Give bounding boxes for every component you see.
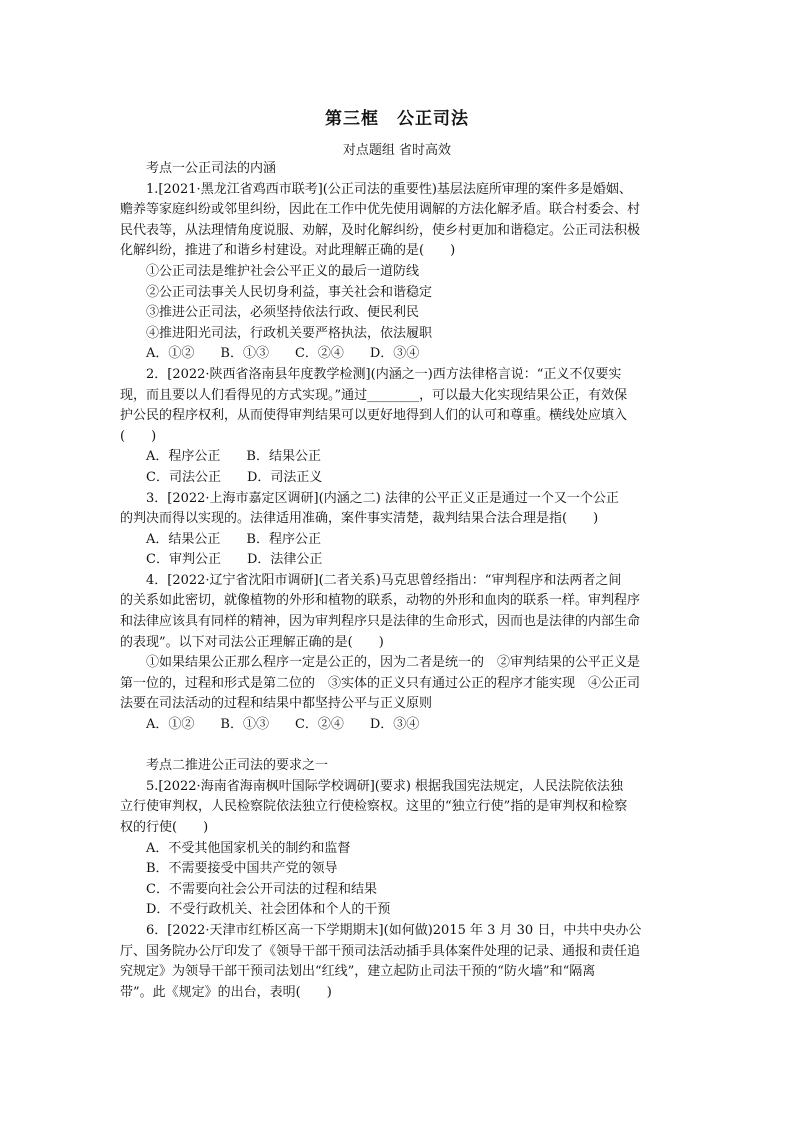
question-text-line: ( )	[120, 428, 157, 444]
answer-choice: B．不需要接受中国共产党的领导	[146, 861, 338, 877]
question-text-line: 的关系如此密切，就像植物的外形和植物的联系，动物的外形和血肉的联系一样。审判程序	[120, 593, 641, 609]
question-text-line: 现，而且要以人们看得见的方式实现。”通过________，可以最大化实现结果公正，有效保	[120, 387, 628, 403]
question-text-line: 3．[2022·上海市嘉定区调研](内涵之二) 法律的公平正义正是通过一个又一个公正	[146, 490, 619, 506]
question-text-line: 立行使审判权，人民检察院依法独立行使检察权。这里的“独立行使”指的是审判权和检察	[120, 799, 628, 815]
question-text-line: 民代表等，从法理情角度说服、劝解，及时化解纠纷，使乡村更加和谐稳定。公正司法积极	[120, 222, 641, 238]
question-text-line: 权的行使( )	[120, 820, 209, 835]
question-text-line: 6．[2022·天津市红桥区高一下学期期末](如何做)2015 年 3 月 30 日，中共中央办公	[146, 922, 642, 938]
answer-choice: A．不受其他国家机关的制约和监督	[146, 840, 351, 856]
question-3	[120, 489, 680, 571]
option-line: ④推进阳光司法，行政机关要严格执法，依法履职	[146, 325, 433, 341]
question-2	[120, 365, 680, 489]
question-text-line: 5.[2022·海南省海南枫叶国际学校调研](要求) 根据我国宪法规定，人民法院依法独	[146, 778, 624, 794]
answer-choices: C．审判公正 D．法律公正	[146, 552, 323, 568]
question-1	[120, 180, 680, 365]
question-text-line: 的判决而得以实现的。法律适用准确，案件事实清楚，裁判结果合法合理是指( )	[120, 511, 599, 527]
answer-choices: A．①② B．①③ C．②④ D．③④	[146, 346, 420, 362]
option-line: 法要在司法活动的过程和结果中都坚持公平与正义原则	[120, 696, 433, 712]
question-4	[120, 571, 680, 736]
answer-choices: A．结果公正 B．程序公正	[146, 531, 321, 547]
document-body	[120, 159, 680, 1003]
option-line: ②公正司法事关人民切身利益，事关社会和谐稳定	[146, 284, 433, 300]
answer-choice: D．不受行政机关、社会团体和个人的干预	[146, 902, 391, 918]
question-text-line: 赡养等家庭纠纷或邻里纠纷，因此在工作中优先使用调解的方法化解矛盾。联合村委会、村	[120, 202, 641, 218]
page-title: 第三框 公正司法	[325, 109, 469, 129]
section-spacer	[120, 736, 680, 757]
question-text-line: 2．[2022·陕西省洛南县年度教学检测](内涵之一)西方法律格言说：“正义不仅要实	[146, 366, 622, 382]
answer-choices: C．司法公正 D．司法正义	[146, 469, 323, 485]
question-text-line: 的表现”。以下对司法公正理解正确的是( )	[120, 634, 384, 650]
question-text-line: 究规定》为领导干部干预司法划出“红线”，建立起防止司法干预的“防火墙”和“隔离	[120, 964, 596, 980]
question-text-line: 护公民的程序权利，从而使得审判结果可以更好地得到人们的认可和尊重。横线处应填入	[120, 408, 628, 424]
question-text-line: 厅、国务院办公厅印发了《领导干部干预司法活动插手具体案件处理的记录、通报和责任追	[120, 943, 641, 959]
question-text-line: 和法律应该具有同样的精神，因为审判程序只是法律的生命形式，因而也是法律的内部生命	[120, 614, 641, 630]
question-6	[120, 921, 680, 1003]
page-subtitle: 对点题组 省时高效	[342, 143, 452, 158]
question-5	[120, 777, 680, 921]
section-heading: 考点二推进公正司法的要求之一	[146, 758, 329, 774]
option-line: ①如果结果公正那么程序一定是公正的，因为二者是统一的 ②审判结果的公平正义是	[146, 655, 641, 671]
option-line: 第一位的，过程和形式是第二位的 ③实体的正义只有通过公正的程序才能实现 ④公正司	[120, 675, 641, 691]
section-heading: 考点一公正司法的内涵	[146, 161, 277, 176]
question-text-line: 带”。此《规定》的出台，表明( )	[120, 984, 332, 1000]
answer-choice: C．不需要向社会公开司法的过程和结果	[146, 881, 377, 897]
answer-choices: A．程序公正 B．结果公正	[146, 449, 321, 465]
question-text-line: 1.[2021·黑龙江省鸡西市联考](公正司法的重要性)基层法庭所审理的案件多是婚姻、	[146, 181, 632, 197]
question-text-line: 化解纠纷，推进了和谐乡村建设。对此理解正确的是( )	[120, 243, 456, 259]
answer-choices: A．①② B．①③ C．②④ D．③④	[146, 717, 420, 733]
option-line: ①公正司法是维护社会公平正义的最后一道防线	[146, 263, 420, 279]
question-text-line: 4．[2022·辽宁省沈阳市调研](二者关系)马克思曾经指出：“审判程序和法两者之间	[146, 572, 622, 588]
option-line: ③推进公正司法，必须坚持依法行政、便民利民	[146, 305, 420, 321]
